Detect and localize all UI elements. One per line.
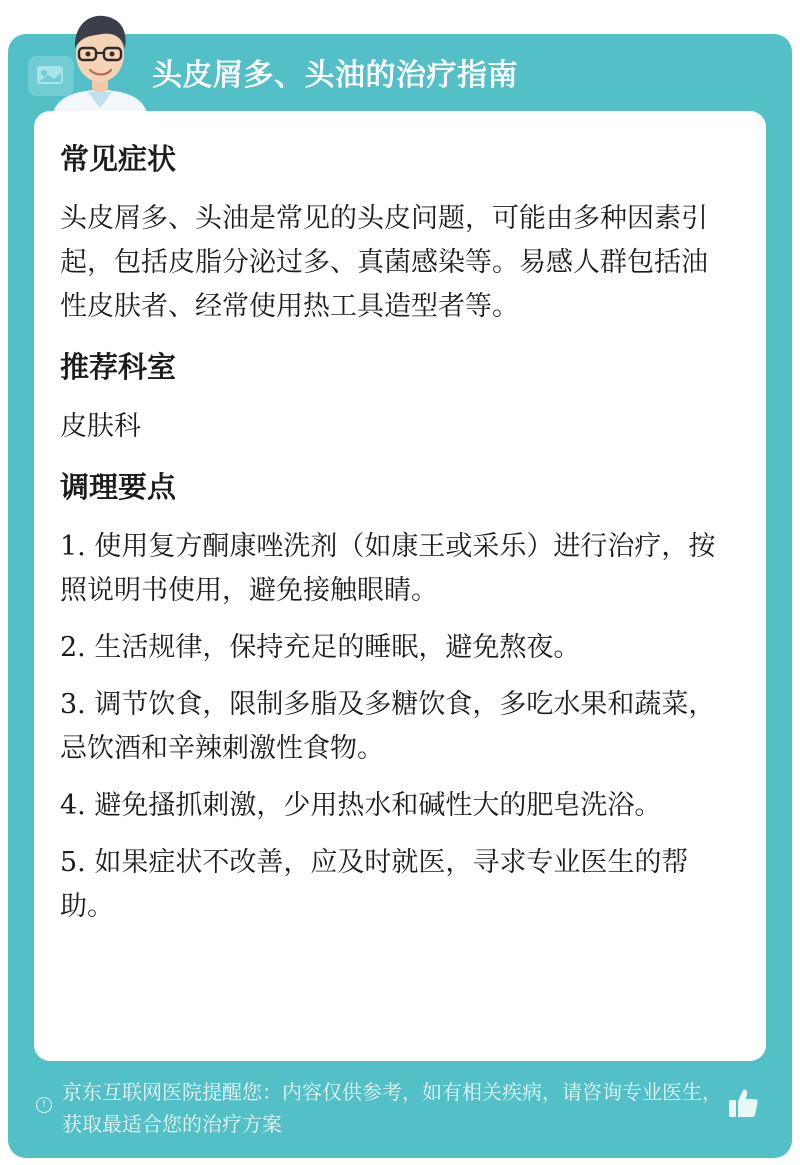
list-item: 1. 使用复方酮康唑洗剂（如康王或采乐）进行治疗，按照说明书使用，避免接触眼睛。 <box>60 531 716 606</box>
list-item: 4. 避免搔抓刺激，少用热水和碱性大的肥皂洗浴。 <box>60 790 662 821</box>
list-item: 5. 如果症状不改善，应及时就医，寻求专业医生的帮助。 <box>60 847 689 922</box>
section-title-symptoms: 常见症状 <box>60 142 177 176</box>
section-title-department: 推荐科室 <box>60 350 177 384</box>
page-title: 头皮屑多、头油的治疗指南 <box>152 58 518 93</box>
symptoms-body: 头皮屑多、头油是常见的头皮问题，可能由多种因素引起，包括皮脂分泌过多、真菌感染等。易感人群包括油性皮肤者、经常使用热工具造型者等。 <box>60 203 708 322</box>
disclaimer-text: 京东互联网医院提醒您：内容仅供参考，如有相关疾病，请咨询专业医生，获取最适合您的治疗方案 <box>62 1080 722 1136</box>
care-list <box>60 525 732 929</box>
info-icon: ! <box>36 1097 52 1113</box>
content-panel <box>34 111 766 1061</box>
department-body: 皮肤科 <box>60 411 141 442</box>
section-title-care: 调理要点 <box>60 470 177 504</box>
doctor-avatar-icon <box>44 6 156 118</box>
thumbs-up-icon[interactable] <box>726 1086 760 1120</box>
list-item: 2. 生活规律，保持充足的睡眠，避免熬夜。 <box>60 632 581 663</box>
list-item: 3. 调节饮食，限制多脂及多糖饮食，多吃水果和蔬菜，忌饮酒和辛辣刺激性食物。 <box>60 689 716 764</box>
